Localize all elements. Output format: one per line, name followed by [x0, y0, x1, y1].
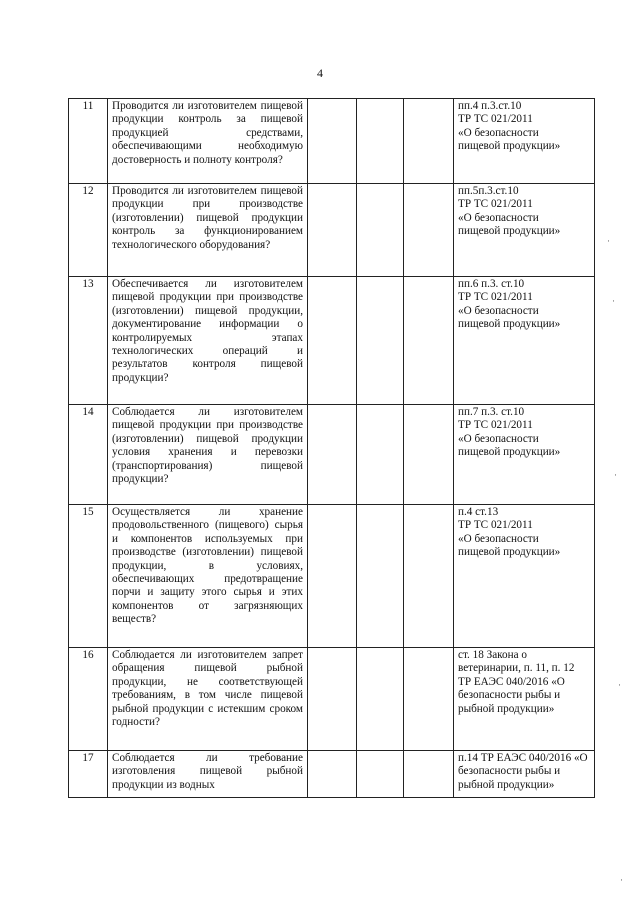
- answer-cell: [308, 99, 357, 184]
- legal-reference: ст. 18 Закона о ветеринарии, п. 11, п. 12 ТР ЕАЭС 040/2016 «О безопасности рыбы и рыбной продукции»: [454, 648, 595, 751]
- table-row: [69, 184, 595, 277]
- question-text: Проводится ли изготовителем пищевой продукции контроль за пищевой продукцией средствами, обеспечивающими необходимую достоверность и полноту контроля?: [108, 99, 308, 184]
- answer-cell: [308, 184, 357, 277]
- legal-reference: п.4 ст.13 ТР ТС 021/2011 «О безопасности пищевой продукции»: [454, 505, 595, 648]
- answer-cell: [404, 648, 454, 751]
- answer-cell: [308, 277, 357, 405]
- scan-edge-mark: ·: [614, 470, 617, 480]
- table-row: [69, 751, 595, 798]
- row-number: 16: [69, 648, 108, 751]
- row-number: 17: [69, 751, 108, 798]
- answer-cell: [404, 99, 454, 184]
- question-text: Соблюдается ли изготовителем пищевой продукции при производстве (изготовлении) пищевой продукции условия хранения и перевозки (транспортирования) пищевой продукции?: [108, 405, 308, 505]
- answer-cell: [308, 405, 357, 505]
- checklist-table: [68, 98, 595, 798]
- table-row: [69, 99, 595, 184]
- row-number: 11: [69, 99, 108, 184]
- question-text: Обеспечивается ли изготовителем пищевой продукции при производстве (изготовлении) пищевой продукции, документирование информации о контролируемых этапах технологических операций и результатов контроля пищевой продукции?: [108, 277, 308, 405]
- legal-reference: пп.4 п.3.ст.10 ТР ТС 021/2011 «О безопасности пищевой продукции»: [454, 99, 595, 184]
- answer-cell: [404, 184, 454, 277]
- answer-cell: [404, 751, 454, 798]
- scan-edge-mark: ·: [618, 680, 621, 690]
- answer-cell: [308, 751, 357, 798]
- legal-reference: пп.7 п.3. ст.10 ТР ТС 021/2011 «О безопасности пищевой продукции»: [454, 405, 595, 505]
- answer-cell: [404, 277, 454, 405]
- question-text: Соблюдается ли требование изготовления пищевой рыбной продукции из водных: [108, 751, 308, 798]
- answer-cell: [308, 648, 357, 751]
- row-number: 12: [69, 184, 108, 277]
- legal-reference: пп.5п.3.ст.10 ТР ТС 021/2011 «О безопасности пищевой продукции»: [454, 184, 595, 277]
- answer-cell: [357, 405, 404, 505]
- answer-cell: [357, 505, 404, 648]
- row-number: 13: [69, 277, 108, 405]
- row-number: 15: [69, 505, 108, 648]
- answer-cell: [357, 751, 404, 798]
- table-row: [69, 405, 595, 505]
- page-number: 4: [317, 66, 323, 80]
- legal-reference: пп.6 п.3. ст.10 ТР ТС 021/2011 «О безопасности пищевой продукции»: [454, 277, 595, 405]
- answer-cell: [404, 505, 454, 648]
- legal-reference: п.14 ТР ЕАЭС 040/2016 «О безопасности рыбы и рыбной продукции»: [454, 751, 595, 798]
- answer-cell: [357, 648, 404, 751]
- question-text: Проводится ли изготовителем пищевой продукции при производстве (изготовлении) пищевой продукции контроль за функционированием технологического оборудования?: [108, 184, 308, 277]
- answer-cell: [404, 405, 454, 505]
- table-row: [69, 277, 595, 405]
- answer-cell: [357, 184, 404, 277]
- answer-cell: [308, 505, 357, 648]
- scan-edge-mark: ·: [612, 296, 615, 306]
- table-row: [69, 505, 595, 648]
- scan-edge-mark: ·: [620, 875, 623, 885]
- question-text: Осуществляется ли хранение продовольственного (пищевого) сырья и компонентов используемых при производстве (изготовлении) пищевой продукции, в условиях, обеспечивающих предотвращение порчи и защиту этого сырья и этих компонентов от загрязняющих веществ?: [108, 505, 308, 648]
- answer-cell: [357, 277, 404, 405]
- answer-cell: [357, 99, 404, 184]
- question-text: Соблюдается ли изготовителем запрет обращения пищевой рыбной продукции, не соответствующей требованиям, в том числе пищевой рыбной продукции с истекшим сроком годности?: [108, 648, 308, 751]
- scan-edge-mark: ·: [607, 236, 610, 246]
- table-row: [69, 648, 595, 751]
- row-number: 14: [69, 405, 108, 505]
